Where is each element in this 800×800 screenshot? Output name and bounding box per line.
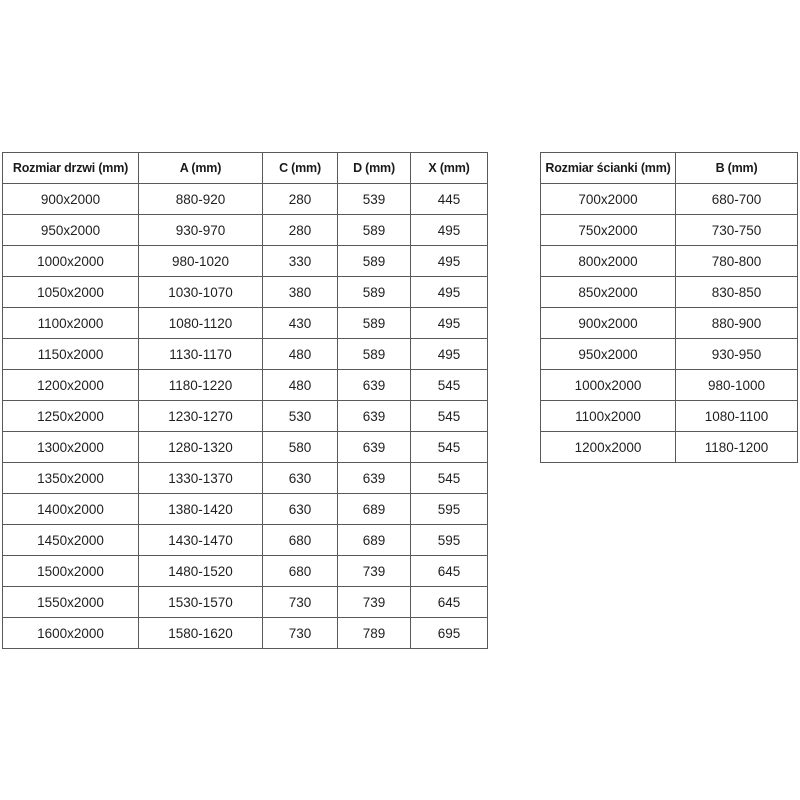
table-row: [541, 370, 798, 401]
table-cell: 1200x2000: [541, 432, 676, 463]
table-cell: 639: [338, 401, 411, 432]
table-cell: 680: [263, 556, 338, 587]
table-cell: 280: [263, 184, 338, 215]
table-cell: 630: [263, 494, 338, 525]
table-cell: 700x2000: [541, 184, 676, 215]
column-header: X (mm): [411, 153, 488, 184]
table-cell: 1500x2000: [3, 556, 139, 587]
table-cell: 589: [338, 246, 411, 277]
column-header: B (mm): [676, 153, 798, 184]
table-cell: 480: [263, 370, 338, 401]
table-cell: 980-1020: [139, 246, 263, 277]
table-cell: 680: [263, 525, 338, 556]
table-cell: 739: [338, 587, 411, 618]
table-cell: 880-920: [139, 184, 263, 215]
table-cell: 495: [411, 339, 488, 370]
table-row: [3, 494, 488, 525]
table-cell: 545: [411, 432, 488, 463]
table-cell: 1450x2000: [3, 525, 139, 556]
table-cell: 1180-1220: [139, 370, 263, 401]
table-cell: 1380-1420: [139, 494, 263, 525]
table-cell: 1350x2000: [3, 463, 139, 494]
table-cell: 480: [263, 339, 338, 370]
table-cell: 639: [338, 432, 411, 463]
table-cell: 750x2000: [541, 215, 676, 246]
table-cell: 1400x2000: [3, 494, 139, 525]
table-cell: 689: [338, 494, 411, 525]
table-cell: 800x2000: [541, 246, 676, 277]
table-row: [3, 215, 488, 246]
table-cell: 1280-1320: [139, 432, 263, 463]
table-cell: 589: [338, 215, 411, 246]
table-row: [3, 556, 488, 587]
table-cell: 780-800: [676, 246, 798, 277]
table-cell: 689: [338, 525, 411, 556]
table-cell: 639: [338, 370, 411, 401]
table-row: [3, 370, 488, 401]
table-cell: 1150x2000: [3, 339, 139, 370]
table-cell: 545: [411, 463, 488, 494]
table-cell: 1300x2000: [3, 432, 139, 463]
table-cell: 1600x2000: [3, 618, 139, 649]
table-row: [541, 246, 798, 277]
table-cell: 1200x2000: [3, 370, 139, 401]
table-cell: 495: [411, 215, 488, 246]
table-cell: 880-900: [676, 308, 798, 339]
table-cell: 789: [338, 618, 411, 649]
table-cell: 730: [263, 618, 338, 649]
table-row: [3, 339, 488, 370]
table-row: [3, 308, 488, 339]
table-cell: 1480-1520: [139, 556, 263, 587]
table-cell: 595: [411, 494, 488, 525]
table-cell: 1100x2000: [3, 308, 139, 339]
table-cell: 1050x2000: [3, 277, 139, 308]
table-cell: 645: [411, 587, 488, 618]
table-cell: 380: [263, 277, 338, 308]
table-row: [3, 587, 488, 618]
table-row: [3, 184, 488, 215]
table-cell: 1130-1170: [139, 339, 263, 370]
table-row: [541, 215, 798, 246]
table-cell: 739: [338, 556, 411, 587]
table-cell: 530: [263, 401, 338, 432]
table-cell: 1250x2000: [3, 401, 139, 432]
table-row: [3, 618, 488, 649]
table-cell: 1580-1620: [139, 618, 263, 649]
table-cell: 900x2000: [3, 184, 139, 215]
table-row: [541, 277, 798, 308]
table-cell: 1180-1200: [676, 432, 798, 463]
table-cell: 545: [411, 370, 488, 401]
table-cell: 539: [338, 184, 411, 215]
table-cell: 430: [263, 308, 338, 339]
table-cell: 1550x2000: [3, 587, 139, 618]
column-header: C (mm): [263, 153, 338, 184]
table-cell: 1230-1270: [139, 401, 263, 432]
table-cell: 950x2000: [3, 215, 139, 246]
table-cell: 589: [338, 308, 411, 339]
table-cell: 1530-1570: [139, 587, 263, 618]
table-cell: 495: [411, 277, 488, 308]
table-cell: 730: [263, 587, 338, 618]
table-cell: 980-1000: [676, 370, 798, 401]
table-cell: 545: [411, 401, 488, 432]
table-cell: 495: [411, 246, 488, 277]
table-cell: 850x2000: [541, 277, 676, 308]
table-cell: 280: [263, 215, 338, 246]
table-cell: 630: [263, 463, 338, 494]
table-cell: 950x2000: [541, 339, 676, 370]
table-row: [3, 525, 488, 556]
table-cell: 589: [338, 339, 411, 370]
header-row: [3, 153, 488, 184]
table-cell: 1080-1120: [139, 308, 263, 339]
table-row: [541, 401, 798, 432]
wall-size-table: [540, 152, 798, 463]
table-cell: 1030-1070: [139, 277, 263, 308]
table-cell: 589: [338, 277, 411, 308]
table-cell: 730-750: [676, 215, 798, 246]
table-row: [3, 432, 488, 463]
table-cell: 930-950: [676, 339, 798, 370]
table-cell: 830-850: [676, 277, 798, 308]
table-cell: 639: [338, 463, 411, 494]
table-cell: 695: [411, 618, 488, 649]
table-cell: 900x2000: [541, 308, 676, 339]
table-cell: 1000x2000: [541, 370, 676, 401]
table-row: [541, 184, 798, 215]
table-row: [3, 277, 488, 308]
table-cell: 330: [263, 246, 338, 277]
table-cell: 680-700: [676, 184, 798, 215]
table-row: [541, 339, 798, 370]
table-cell: 1430-1470: [139, 525, 263, 556]
table-cell: 1000x2000: [3, 246, 139, 277]
table-cell: 1330-1370: [139, 463, 263, 494]
table-cell: 595: [411, 525, 488, 556]
table-row: [541, 432, 798, 463]
table-row: [3, 401, 488, 432]
column-header: Rozmiar ścianki (mm): [541, 153, 676, 184]
door-size-table: [2, 152, 488, 649]
table-cell: 580: [263, 432, 338, 463]
table-cell: 445: [411, 184, 488, 215]
table-cell: 1080-1100: [676, 401, 798, 432]
header-row: [541, 153, 798, 184]
table-row: [3, 463, 488, 494]
table-cell: 495: [411, 308, 488, 339]
table-row: [3, 246, 488, 277]
column-header: D (mm): [338, 153, 411, 184]
column-header: A (mm): [139, 153, 263, 184]
table-cell: 645: [411, 556, 488, 587]
table-cell: 1100x2000: [541, 401, 676, 432]
table-row: [541, 308, 798, 339]
table-cell: 930-970: [139, 215, 263, 246]
column-header: Rozmiar drzwi (mm): [3, 153, 139, 184]
